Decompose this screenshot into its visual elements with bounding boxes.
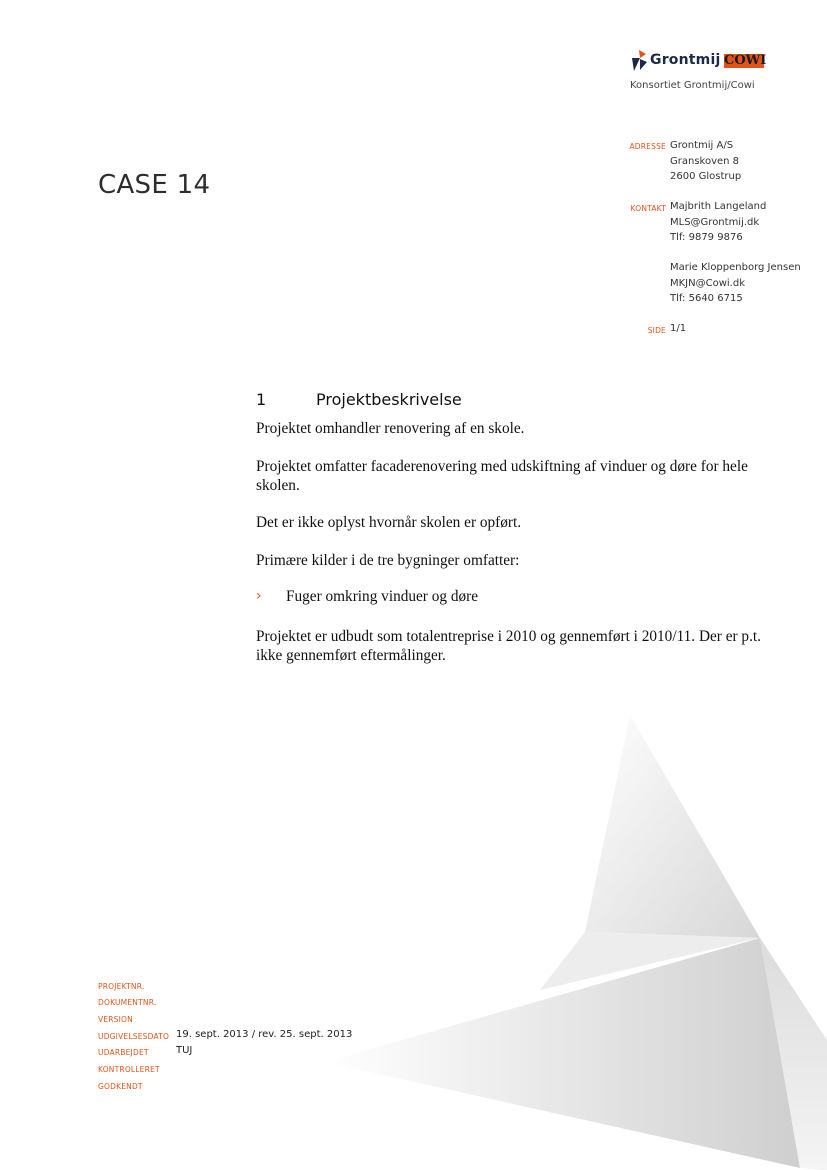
paragraph: Projektet er udbudt som totalentreprise i 2010 og gennemført i 2010/11. Der er p.t. ikke gennemført eftermålinger. [256, 628, 761, 664]
kontakt-line: MKJN@Cowi.dk [670, 277, 745, 289]
udarbejdet-label: UDARBEJDET [98, 1048, 149, 1057]
projektnr-label: PROJEKTNR. [98, 982, 145, 991]
kontakt-line: MLS@Grontmij.dk [670, 216, 760, 228]
version-label: VERSION [98, 1015, 133, 1024]
adresse-line: Granskoven 8 [670, 155, 740, 167]
logo-subtitle: Konsortiet Grontmij/Cowi [630, 80, 755, 91]
adresse-value [670, 138, 741, 185]
kontakt-label: KONTAKT [630, 204, 666, 213]
section-heading: Projektbeskrivelse [316, 390, 462, 409]
page-title: CASE 14 [98, 170, 211, 200]
logo-cowi-text: COWI [724, 53, 767, 68]
adresse-line: Grontmij A/S [670, 140, 734, 151]
kontakt-line: Tlf: 9879 9876 [670, 232, 743, 243]
side-label: SIDE [647, 326, 666, 335]
adresse-label: ADRESSE [629, 142, 666, 151]
paragraph: Projektet omfatter facaderenovering med udskiftning af vinduer og døre for hele skolen. [256, 458, 748, 494]
side-value: 1/1 [670, 323, 687, 334]
kontakt-line: Tlf: 5640 6715 [670, 293, 743, 304]
paragraph: Primære kilder i de tre bygninger omfatter: [256, 552, 520, 569]
paragraph: Det er ikke oplyst hvornår skolen er opført. [256, 514, 522, 531]
kontakt2-value [670, 260, 801, 307]
kontrolleret-label: KONTROLLERET [98, 1065, 160, 1074]
kontakt-line: Majbrith Langeland [670, 201, 767, 212]
grontmij-logo-icon [630, 50, 648, 72]
kontakt-value [670, 199, 766, 246]
udgivelsesdato-value: 19. sept. 2013 / rev. 25. sept. 2013 [176, 1029, 353, 1040]
dokumentnr-label: DOKUMENTNR. [98, 998, 157, 1007]
udgivelsesdato-label: UDGIVELSESDATO [98, 1032, 170, 1041]
kontakt-line: Marie Kloppenborg Jensen [670, 262, 801, 273]
bullet-marker-icon: › [256, 588, 262, 604]
paragraph: Projektet omhandler renovering af en skole. [256, 420, 525, 437]
logo-grontmij-text: Grontmij [650, 52, 721, 68]
bullet-item: Fuger omkring vinduer og døre [286, 588, 479, 605]
udarbejdet-value: TUJ [176, 1045, 193, 1056]
godkendt-label: GODKENDT [98, 1082, 143, 1091]
logo [630, 50, 780, 74]
adresse-line: 2600 Glostrup [670, 171, 742, 182]
section-number: 1 [256, 390, 267, 409]
